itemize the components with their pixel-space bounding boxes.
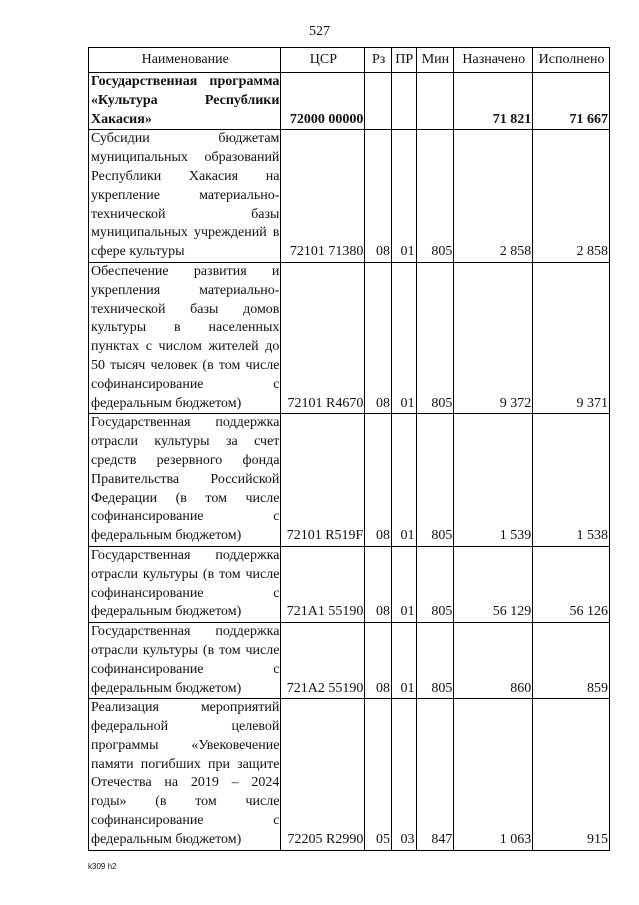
cell-rz: 05 <box>365 699 392 850</box>
cell-rz: 08 <box>365 262 392 413</box>
cell-rz <box>365 73 392 130</box>
cell-assigned: 2 858 <box>454 130 533 263</box>
cell-pr: 01 <box>391 546 416 622</box>
cell-name: Обеспечение развития и укрепления материально-технической базы домов культуры в населенных пунктах с числом жителей до 50 тысяч человек (в том числе софинансирование с федеральным бюджетом) <box>89 262 281 413</box>
cell-pr: 01 <box>391 623 416 699</box>
cell-pr: 01 <box>391 414 416 547</box>
table-row <box>89 699 610 850</box>
cell-min: 805 <box>416 546 454 622</box>
table-row <box>89 73 610 130</box>
table-row <box>89 262 610 413</box>
cell-assigned: 56 129 <box>454 546 533 622</box>
cell-min <box>416 73 454 130</box>
table-row <box>89 414 610 547</box>
cell-csr: 72101 R4670 <box>281 262 365 413</box>
cell-csr: 72101 R519F <box>281 414 365 547</box>
cell-executed: 1 538 <box>533 414 610 547</box>
page-number: 527 <box>309 24 330 39</box>
cell-assigned: 71 821 <box>454 73 533 130</box>
cell-executed: 71 667 <box>533 73 610 130</box>
cell-pr: 01 <box>391 262 416 413</box>
header-pr: ПР <box>391 48 416 73</box>
cell-csr: 72101 71380 <box>281 130 365 263</box>
cell-min: 805 <box>416 623 454 699</box>
cell-assigned: 1 539 <box>454 414 533 547</box>
cell-executed: 915 <box>533 699 610 850</box>
table-row <box>89 623 610 699</box>
cell-name: Субсидии бюджетам муниципальных образований Республики Хакасия на укрепление материально-технической базы муниципальных учреждений в сфере культуры <box>89 130 281 263</box>
table-row <box>89 546 610 622</box>
cell-name: Государственная поддержка отрасли культуры за счет средств резервного фонда Правительства Российской Федерации (в том числе софинансирование с федеральным бюджетом) <box>89 414 281 547</box>
cell-rz: 08 <box>365 623 392 699</box>
cell-assigned: 9 372 <box>454 262 533 413</box>
cell-name: Государственная программа «Культура Республики Хакасия» <box>89 73 281 130</box>
cell-executed: 2 858 <box>533 130 610 263</box>
cell-min: 805 <box>416 262 454 413</box>
cell-csr: 72205 R2990 <box>281 699 365 850</box>
cell-min: 847 <box>416 699 454 850</box>
cell-name: Государственная поддержка отрасли культуры (в том числе софинансирование с федеральным бюджетом) <box>89 546 281 622</box>
header-min: Мин <box>416 48 454 73</box>
cell-min: 805 <box>416 130 454 263</box>
cell-executed: 56 126 <box>533 546 610 622</box>
table-row <box>89 130 610 263</box>
cell-rz: 08 <box>365 546 392 622</box>
header-name: Наименование <box>89 48 281 73</box>
cell-assigned: 860 <box>454 623 533 699</box>
cell-csr: 721A2 55190 <box>281 623 365 699</box>
header-executed: Исполнено <box>533 48 610 73</box>
cell-rz: 08 <box>365 414 392 547</box>
cell-pr: 03 <box>391 699 416 850</box>
table-header-row <box>89 48 610 73</box>
header-rz: Рз <box>365 48 392 73</box>
cell-pr <box>391 73 416 130</box>
table-body <box>89 73 610 851</box>
cell-pr: 01 <box>391 130 416 263</box>
cell-assigned: 1 063 <box>454 699 533 850</box>
footer-code: k309 h2 <box>88 862 117 871</box>
header-csr: ЦСР <box>281 48 365 73</box>
cell-csr: 72000 00000 <box>281 73 365 130</box>
cell-rz: 08 <box>365 130 392 263</box>
cell-csr: 721A1 55190 <box>281 546 365 622</box>
cell-name: Государственная поддержка отрасли культуры (в том числе софинансирование с федеральным бюджетом) <box>89 623 281 699</box>
header-assigned: Назначено <box>454 48 533 73</box>
budget-table <box>88 47 610 851</box>
cell-name: Реализация мероприятий федеральной целевой программы «Увековечение памяти погибших при защите Отечества на 2019 – 2024 годы» (в том числе софинансирование с федеральным бюджетом) <box>89 699 281 850</box>
cell-executed: 9 371 <box>533 262 610 413</box>
cell-executed: 859 <box>533 623 610 699</box>
cell-min: 805 <box>416 414 454 547</box>
